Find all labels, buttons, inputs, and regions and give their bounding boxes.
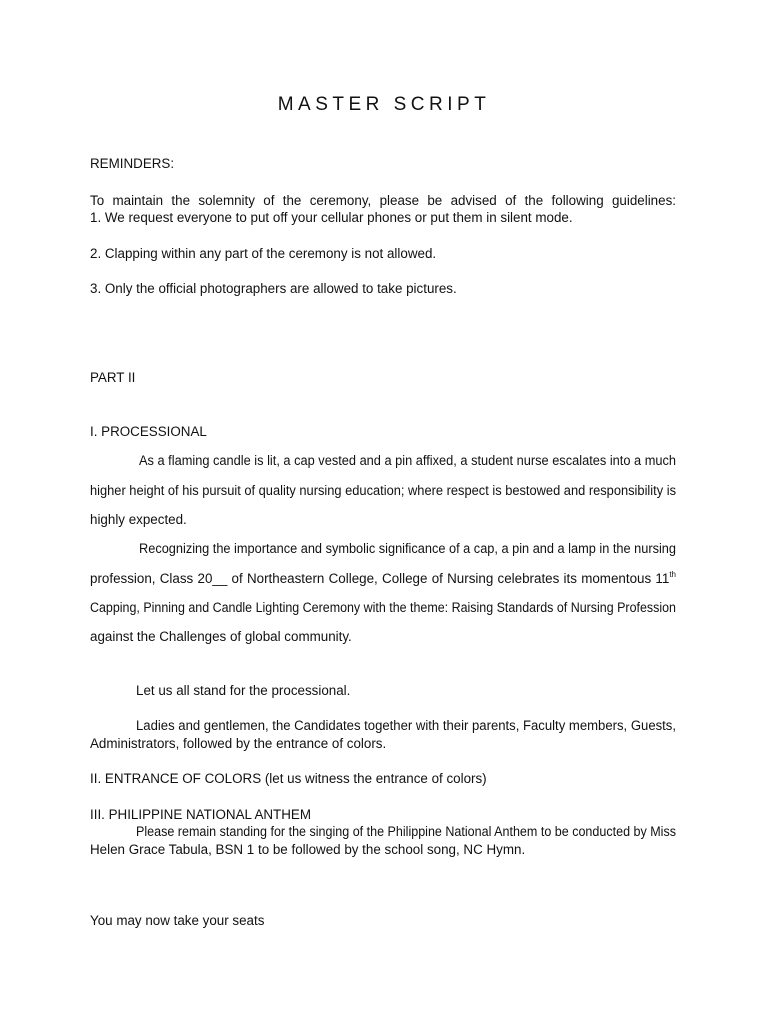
- part-heading: PART II: [90, 370, 136, 385]
- processional-para2-line3: Capping, Pinning and Candle Lighting Ceremony with the theme: Raising Standards of Nursing Profession: [90, 600, 676, 615]
- processional-para1-line2: higher height of his pursuit of quality nursing education; where respect is bestowed and responsibility is: [90, 483, 676, 498]
- processional-para2-line1: Recognizing the importance and symbolic significance of a cap, a pin and a lamp in the nursing: [139, 541, 676, 556]
- seats-instruction: You may now take your seats: [90, 913, 265, 928]
- section-1-heading: I. PROCESSIONAL: [90, 424, 207, 439]
- guideline-2: 2. Clapping within any part of the ceremony is not allowed.: [90, 246, 437, 261]
- processional-para1-line1: As a flaming candle is lit, a cap vested and a pin affixed, a student nurse escalates into a much: [139, 453, 676, 468]
- section-3-heading: III. PHILIPPINE NATIONAL ANTHEM: [90, 807, 311, 822]
- section-2-heading: II. ENTRANCE OF COLORS (let us witness the entrance of colors): [90, 771, 487, 786]
- ladies-line1: Ladies and gentlemen, the Candidates together with their parents, Faculty members, Guests,: [136, 718, 676, 733]
- anthem-line1: Please remain standing for the singing of the Philippine National Anthem to be conducted by Miss: [136, 824, 676, 839]
- processional-para1-line3: highly expected.: [90, 512, 187, 527]
- guidelines-intro: To maintain the solemnity of the ceremony, please be advised of the following guidelines:: [90, 193, 676, 208]
- processional-para2-line2-text: profession, Class 20__ of Northeastern College, College of Nursing celebrates its momentous 11: [90, 571, 670, 586]
- ladies-line2: Administrators, followed by the entrance of colors.: [90, 736, 387, 751]
- anthem-line2: Helen Grace Tabula, BSN 1 to be followed by the school song, NC Hymn.: [90, 842, 526, 857]
- processional-para2-line2: [90, 570, 676, 588]
- guideline-1: 1. We request everyone to put off your cellular phones or put them in silent mode.: [90, 210, 573, 225]
- stand-instruction: Let us all stand for the processional.: [136, 683, 351, 698]
- ordinal-suffix: th: [669, 570, 676, 579]
- processional-para2-line4: against the Challenges of global community.: [90, 629, 352, 644]
- reminders-heading: REMINDERS:: [90, 156, 175, 171]
- guideline-3: 3. Only the official photographers are allowed to take pictures.: [90, 281, 457, 296]
- page-title: MASTER SCRIPT: [277, 94, 491, 115]
